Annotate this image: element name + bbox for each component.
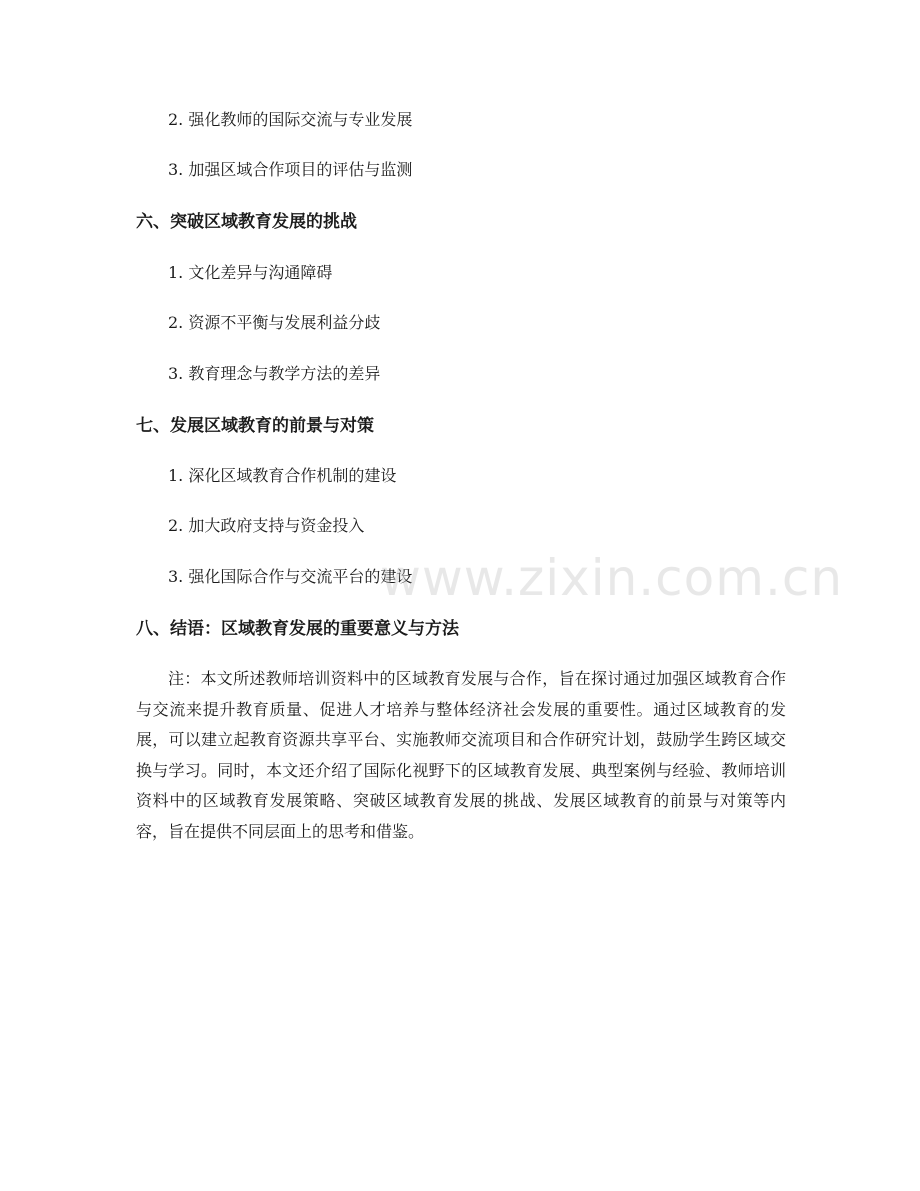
list-item: 2. 强化教师的国际交流与专业发展 — [168, 110, 413, 129]
section-heading: 八、结语：区域教育发展的重要意义与方法 — [136, 619, 459, 639]
watermark: www.zixin.com.cn — [380, 549, 844, 607]
list-item: 3. 教育理念与教学方法的差异 — [168, 364, 381, 383]
list-item: 2. 资源不平衡与发展利益分歧 — [168, 313, 381, 332]
list-item: 1. 深化区域教育合作机制的建设 — [168, 466, 397, 485]
section-heading: 六、突破区域教育发展的挑战 — [136, 212, 357, 232]
list-item: 1. 文化差异与沟通障碍 — [168, 263, 333, 282]
list-item: 3. 加强区域合作项目的评估与监测 — [168, 160, 413, 179]
note-paragraph: 注：本文所述教师培训资料中的区域教育发展与合作，旨在探讨通过加强区域教育合作与交流来提升教育质量、促进人才培养与整体经济社会发展的重要性。通过区域教育的发展，可以建立起教育资源共享平台、实施教师交流项目和合作研究计划，鼓励学生跨区域交换与学习。同时，本文还介绍了国际化视野下的区域教育发展、典型案例与经验、教师培训资料中的区域教育发展策略、突破区域教育发展的挑战、发展区域教育的前景与对策等内容，旨在提供不同层面上的思考和借鉴。 — [136, 669, 786, 841]
list-item: 3. 强化国际合作与交流平台的建设 — [168, 567, 413, 586]
list-item: 2. 加大政府支持与资金投入 — [168, 516, 365, 535]
section-heading: 七、发展区域教育的前景与对策 — [136, 416, 374, 436]
